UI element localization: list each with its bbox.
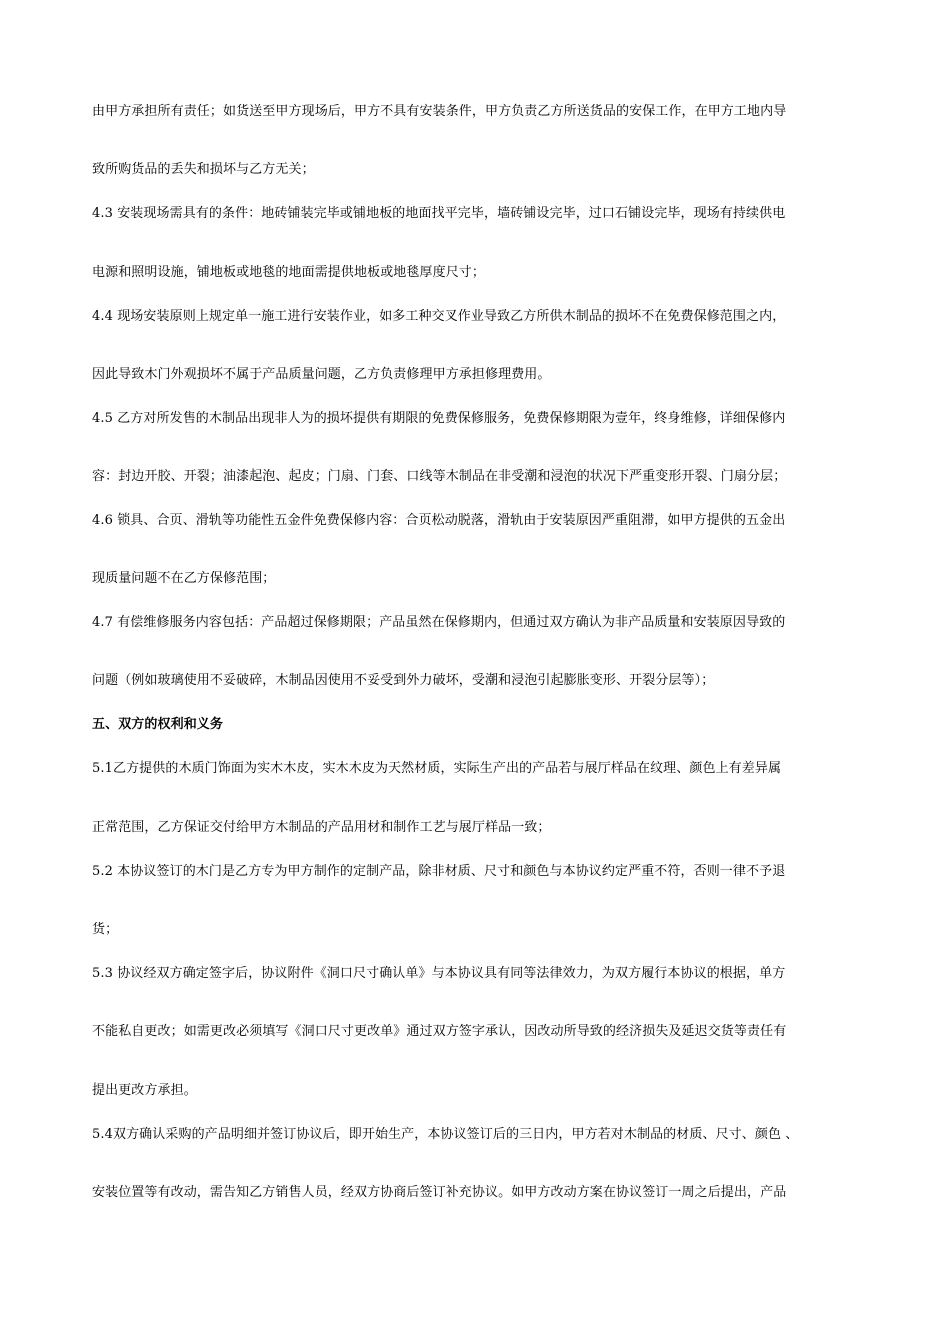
text-line: 容：封边开胶、开裂；油漆起泡、起皮；门扇、门套、口线等木制品在非受潮和浸泡的状况下严重变形开裂、门扇分层； xyxy=(92,469,787,484)
clause-5-3: 5.3 协议经双方确定签字后，协议附件《洞口尺寸确认单》与本协议具有同等法律效力，为双方履行本协议的根据，单方 xyxy=(92,966,786,981)
text-line: 因此导致木门外观损坏不属于产品质量问题，乙方负责修理甲方承担修理费用。 xyxy=(92,367,551,382)
text-line: 不能私自更改；如需更改必须填写《洞口尺寸更改单》通过双方签字承认，因改动所导致的经济损失及延迟交货等责任有 xyxy=(92,1024,787,1039)
text-line: 提出更改方承担。 xyxy=(92,1083,197,1098)
text-line: 安装位置等有改动，需告知乙方销售人员，经双方协商后签订补充协议。如甲方改动方案在协议签订一周之后提出，产品 xyxy=(92,1185,787,1200)
clause-5-1: 5.1乙方提供的木质门饰面为实木木皮，实木木皮为天然材质，实际生产出的产品若与展厅样品在纹理、颜色上有差异属 xyxy=(92,761,782,776)
clause-4-6: 4.6 锁具、合页、滑轨等功能性五金件免费保修内容：合页松动脱落，滑轨由于安装原因严重阻滞，如甲方提供的五金出 xyxy=(92,513,786,528)
text-line: 由甲方承担所有责任；如货送至甲方现场后，甲方不具有安装条件，甲方负责乙方所送货品的安保工作，在甲方工地内导 xyxy=(92,104,787,119)
text-line: 正常范围，乙方保证交付给甲方木制品的产品用材和制作工艺与展厅样品一致； xyxy=(92,820,551,835)
text-line: 电源和照明设施，铺地板或地毯的地面需提供地板或地毯厚度尺寸； xyxy=(92,265,486,280)
text-line: 问题（例如玻璃使用不妥破碎，木制品因使用不妥受到外力破坏，受潮和浸泡引起膨胀变形、开裂分层等）； xyxy=(92,673,715,688)
clause-5-2: 5.2 本协议签订的木门是乙方专为甲方制作的定制产品，除非材质、尺寸和颜色与本协议约定严重不符，否则一律不予退 xyxy=(92,864,786,879)
text-line: 货； xyxy=(92,922,119,937)
clause-4-4: 4.4 现场安装原则上规定单一施工进行安装作业，如多工种交叉作业导致乙方所供木制品的损坏不在免费保修范围之内， xyxy=(92,309,786,324)
clause-4-3: 4.3 安装现场需具有的条件：地砖铺装完毕或铺地板的地面找平完毕，墙砖铺设完毕，过口石铺设完毕，现场有持续供电 xyxy=(92,206,786,221)
text-line: 现质量问题不在乙方保修范围； xyxy=(92,571,276,586)
clause-4-7: 4.7 有偿维修服务内容包括：产品超过保修期限；产品虽然在保修期内，但通过双方确认为非产品质量和安装原因导致的 xyxy=(92,615,786,630)
text-line: 致所购货品的丢失和损坏与乙方无关； xyxy=(92,162,315,177)
clause-5-4: 5.4双方确认采购的产品明细并签订协议后，即开始生产，本协议签订后的三日内，甲方若对木制品的材质、尺寸、颜色 、 xyxy=(92,1127,799,1142)
section-heading: 五、双方的权利和义务 xyxy=(92,717,224,732)
clause-4-5: 4.5 乙方对所发售的木制品出现非人为的损坏提供有期限的免费保修服务，免费保修期限为壹年，终身维修，详细保修内 xyxy=(92,411,786,426)
